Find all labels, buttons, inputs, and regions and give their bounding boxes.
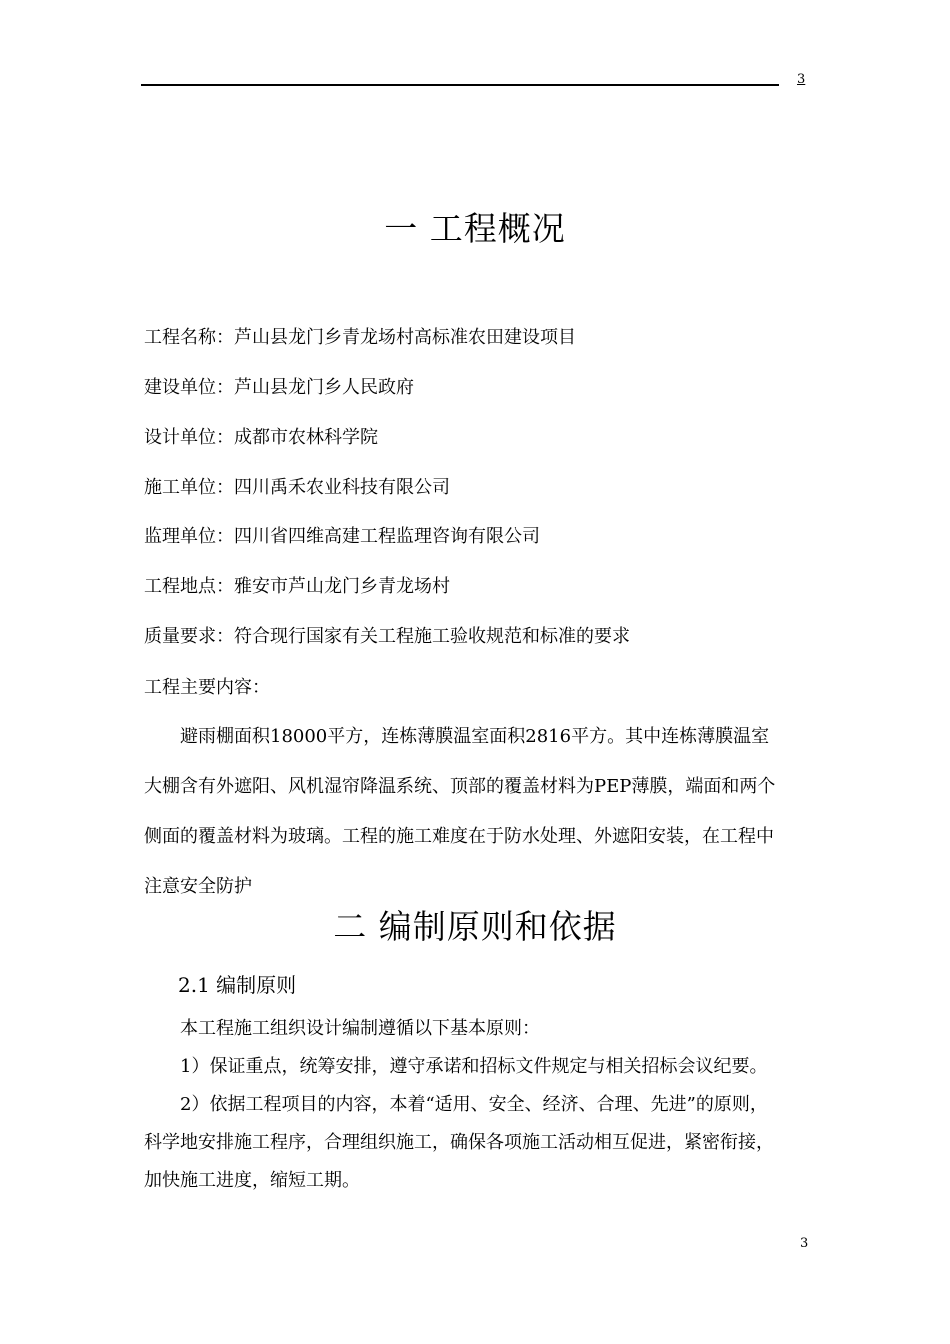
field-main-content: 工程主要内容： bbox=[144, 677, 270, 698]
paragraph-line: 大棚含有外遮阳、风机湿帘降温系统、顶部的覆盖材料为PEP薄膜，端面和两个 bbox=[144, 776, 776, 797]
field-designer: 设计单位：成都市农林科学院 bbox=[144, 427, 378, 448]
footer-page-number: 3 bbox=[800, 1236, 809, 1251]
project-content-paragraph bbox=[144, 725, 808, 925]
field-location: 工程地点：雅安市芦山龙门乡青龙场村 bbox=[144, 576, 450, 597]
header-rule bbox=[141, 84, 779, 86]
field-contractor: 施工单位：四川禹禾农业科技有限公司 bbox=[144, 477, 450, 498]
field-project-name: 工程名称：芦山县龙门乡青龙场村高标准农田建设项目 bbox=[144, 327, 576, 348]
paragraph-line: 2）依据工程项目的内容，本着“适用、安全、经济、合理、先进”的原则， bbox=[180, 1094, 768, 1115]
paragraph-line: 科学地安排施工程序，合理组织施工，确保各项施工活动相互促进，紧密衔接， bbox=[144, 1132, 774, 1153]
paragraph-line: 避雨棚面积18000平方，连栋薄膜温室面积2816平方。其中连栋薄膜温室 bbox=[180, 726, 770, 747]
principle-item-1: 1）保证重点，统筹安排，遵守承诺和招标文件规定与相关招标会议纪要。 bbox=[180, 1056, 768, 1077]
section-2-title: 二 编制原则和依据 bbox=[333, 907, 617, 946]
paragraph-line: 注意安全防护 bbox=[144, 876, 252, 897]
field-owner: 建设单位：芦山县龙门乡人民政府 bbox=[144, 377, 414, 398]
paragraph-line: 加快施工进度，缩短工期。 bbox=[144, 1170, 360, 1191]
subheading-2-1: 2.1 编制原则 bbox=[178, 973, 297, 997]
header-page-number: 3 bbox=[797, 72, 806, 87]
principles-intro: 本工程施工组织设计编制遵循以下基本原则： bbox=[180, 1018, 540, 1039]
field-quality: 质量要求：符合现行国家有关工程施工验收规范和标准的要求 bbox=[144, 626, 630, 647]
section-1-title: 一 工程概况 bbox=[384, 209, 566, 248]
paragraph-line: 侧面的覆盖材料为玻璃。工程的施工难度在于防水处理、外遮阳安装，在工程中 bbox=[144, 826, 774, 847]
field-supervisor: 监理单位：四川省四维高建工程监理咨询有限公司 bbox=[144, 526, 540, 547]
principle-item-2 bbox=[144, 1093, 808, 1207]
